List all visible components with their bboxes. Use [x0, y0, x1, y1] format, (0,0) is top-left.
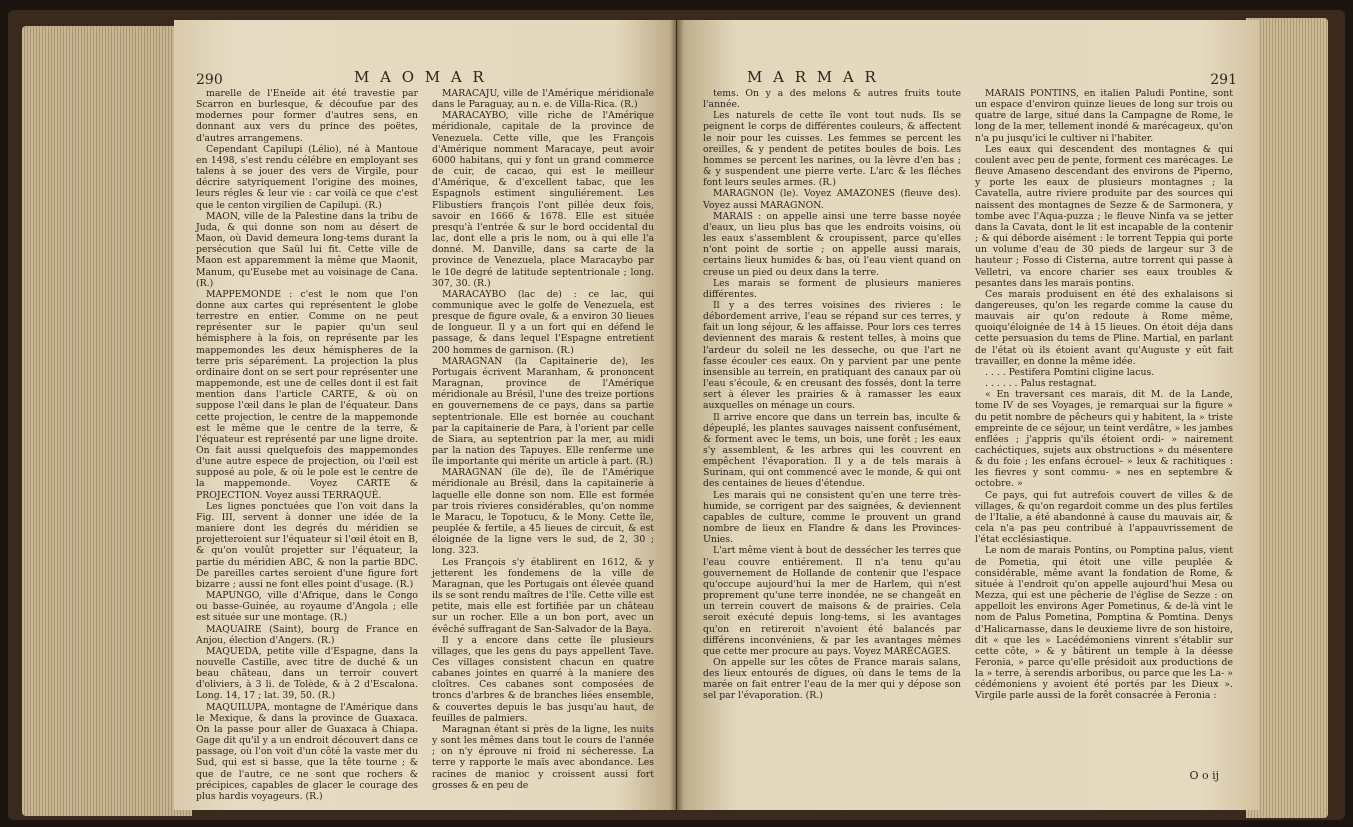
paragraph: MARAGNAN (la Capitainerie de), les Portugais écrivent Maranham, & prononcent Maragnan, province de l'Amérique méridionale au Brésil, l'une des treize portions en gouvernemens de ce pays, dans sa partie septentrionale. Elle est bornée au couchant par la capitainerie de Para, à l'orient par celle de Siara, au septentrion par la mer, au midi par la nation des Tapuyes. Elle renferme une île importante qui mérite un article à part. (R.)	[432, 355, 654, 468]
paragraph: . . . . . . Palus restagnat.	[985, 378, 1097, 390]
column-left	[196, 88, 418, 802]
paragraph: Cependant Capilupi (Lélio), né à Mantoue en 1498, s'est rendu célébre en employant ses talens à se jouer des vers de Virgile, pour décrire satyriquement l'origine des moines, leurs régles & leur vie : car voilà ce que c'est que le centon virgilien de Capilupi. (R.)	[196, 143, 418, 211]
running-head: M A O M A R	[354, 68, 487, 86]
paragraph: . . . . Pestifera Pomtini cligine lacus.	[985, 366, 1155, 378]
running-head: M A R M A R	[747, 68, 879, 86]
paragraph: Les marais qui ne consistent qu'en une terre très-humide, se corrigent par des saignées, & deviennent capables de culture, comme le prouvent un grand nombre de lieux en Flandre & dans les Provinces-Unies.	[703, 489, 961, 546]
paragraph: MARAGNAN (île de), île de l'Amérique méridionale au Brésil, dans la capitainerie à laquelle elle donne son nom. Elle est formée par trois rivieres considérables, qu'on nomme le Maracu, le Topotucu, & le Mony. Cette île, peuplée & fertile, a 45 lieues de circuit, & est éloignée de la ligne vers le sud, de 2, 30 ; long. 323.	[432, 467, 654, 557]
page-number: 290	[196, 72, 223, 88]
paragraph: L'art même vient à bout de dessécher les terres que l'eau couvre entiérement. Il n'a tenu qu'au gouvernement de Hollande de contenir que l'espace qu'occupe aujourd'hui la mer de Harlem, qui n'est proprement qu'une terre inondée, ne se changeât en un terrein couvert de maisons & de prairies. Cela seroit exécuté depuis long-tems, si les avantages qu'on en retireroit n'avoient été balancés par différens inconvéniens, & par les avantages mêmes que cette mer procure au pays. Voyez MARÉCAGES.	[703, 545, 961, 657]
paragraph: MAON, ville de la Palestine dans la tribu de Juda, & qui donne son nom au désert de Maon, où David demeura long-tems durant la persécution que Saül lui fit. Cette ville de Maon est apparemment la même que Maonit, Manum, qu'Eusebe met au voisinage de Cana. (R.)	[196, 210, 418, 289]
paragraph: Ce pays, qui fut autrefois couvert de villes & de villages, & qu'on regardoit comme un des plus fertiles de l'Italie, a été abandonné à cause du mauvais air, & cela n'a pas peu contribué à l'appauvrissement de l'état ecclésiastique.	[975, 489, 1233, 546]
book-gutter	[670, 20, 684, 810]
paragraph: On appelle sur les côtes de France marais salans, des lieux entourés de digues, où dans le tems de la marée on fait entrer l'eau de la mer qui y dépose son sel par l'évaporation. (R.)	[703, 656, 961, 702]
column-right	[975, 88, 1233, 702]
paragraph: MARAIS PONTINS, en italien Paludi Pontine, sont un espace d'environ quinze lieues de long sur trois ou quatre de large, situé dans la Campagne de Rome, le long de la mer, tellement inondé & marécageux, qu'on n'a pu jusqu'ici le cultiver ni l'habiter.	[975, 88, 1233, 144]
paragraph: marelle de l'Eneïde ait été travestie par Scarron en burlesque, & découfue par des modernes pour former d'autres sens, en donnant aux vers du prince des poëtes, d'autres arrangemens.	[196, 88, 418, 144]
page-number: 291	[1210, 72, 1237, 88]
paragraph: Les eaux qui descendent des montagnes & qui coulent avec peu de pente, forment ces marécages. Le fleuve Amaseno descendant des environs de Piperno, y porte les eaux de plusieurs montagnes ; la Cavatella, autre riviere produite par des sources qui naissent des montagnes de Sezze & de Sarmonera, y tombe avec l'Aqua-puzza ; le fleuve Ninfa va se jetter dans la Cavata, dont le lit est incapable de la contenir ; & qui déborde aisément : le torrent Teppia qui porte un volume d'eau de 30 pieds de largeur sur 3 de hauteur ; Fosso di Cisterna, autre torrent qui passe à Velletri, va encore charier ses eaux troubles & pesantes dans les marais pontins.	[975, 143, 1233, 289]
paragraph: Il arrive encore que dans un terrein bas, inculte & dépeuplé, les plantes sauvages naissent confusément, & forment avec le tems, un bois, une forêt ; les eaux s'y assemblent, & les arbres qui les couvrent en empêchent l'évaporation. Il y a de tels marais à Surinam, qui ont commencé avec le monde, & qui ont des centaines de lieues d'étendue.	[703, 411, 961, 490]
paragraph: Il y a des terres voisines des rivieres : le débordement arrive, l'eau se répand sur ces terres, y fait un long séjour, & les affaisse. Pour lors ces terres deviennent des marais & restent telles, à moins que l'ardeur du soleil ne les desseche, ou que l'art ne fasse écouler ces eaux. On y parvient par une pente insensible au terrein, en pratiquant des canaux par où l'eau s'écoule, & en creusant des fossés, dont la terre sert à élever les prairies & à ramasser les eaux auxquelles on ménage un cours.	[703, 299, 961, 412]
paragraph: MAPUNGO, ville d'Afrique, dans le Congo ou basse-Guinée, au royaume d'Angola ; elle est située sur une montage. (R.)	[196, 590, 418, 624]
paragraph: Les lignes ponctuées que l'on voit dans la Fig. III, servent à donner une idée de la maniere dont les degrés du méridien se projetteroient sur l'équateur si l'œil étoit en B, & qu'on voulût projetter sur l'équateur, la partie du méridien ABC, & non la partie BDC. De pareilles cartes seroient d'une figure fort bizarre ; aussi ne font elles point d'usage. (R.)	[196, 500, 418, 590]
column-right	[432, 88, 654, 802]
paragraph: « En traversant ces marais, dit M. de la Lande, tome IV de ses Voyages, je remarquai sur la figure » du petit nombre de pêcheurs qui y habitent, la » triste empreinte de ce séjour, un teint verdâtre, » les jambes enflées ; j'appris qu'ils étoient ordi- » nairement cachéctiques, sujets aux obstructions » du mésentere & du foie ; les enfans écrouel- » leux & rachitiques : les fievres y sont commu- » nes en septembre & octobre. »	[975, 389, 1233, 490]
paragraph: MARACAYBO (lac de) : ce lac, qui communique avec le golfe de Venezuela, est presque de figure ovale, & a environ 30 lieues de longueur. Il y a un fort qui en défend le passage, & dans lequel l'Espagne entretient 200 hommes de garnison. (R.)	[432, 288, 654, 356]
paragraph: Les marais se forment de plusieurs manieres différentes.	[703, 277, 961, 300]
paragraph: MAQUAIRE (Saint), bourg de France en Anjou, élection d'Angers. (R.)	[196, 623, 418, 646]
text-columns	[703, 88, 1233, 702]
left-page-edges	[22, 26, 192, 816]
paragraph: MAQUILUPA, montagne de l'Amérique dans le Mexique, & dans la province de Guaxaca. On la passe pour aller de Guaxaca à Chiapa. Gage dit qu'il y a un endroit découvert dans ce passage, où l'on voit d'un côté la vaste mer du Sud, qui est si basse, que la tête tourne ; & que de l'autre, ce ne sont que rochers & précipices, capables de glacer le courage des plus hardis voyageurs. (R.)	[196, 701, 418, 802]
paragraph: Ces marais produisent en été des exhalaisons si dangereuses, qu'on les regarde comme la cause du mauvais air qu'on redoute à Rome même, quoiqu'éloignée de 14 à 15 lieues. On étoit déja dans cette persuasion du tems de Pline. Martial, en parlant de l'état où ils étoient avant qu'Auguste y eût fait travailler, en donne la même idée.	[975, 288, 1233, 367]
paragraph: Il y a encore dans cette île plusieurs villages, que les gens du pays appellent Tave. Ces villages consistent chacun en quatre cabanes jointes en quarré à la maniere des cloîtres. Ces cabanes sont composées de troncs d'arbres & de branches liées ensemble, & couvertes depuis le bas jusqu'au haut, de feuilles de palmiers.	[432, 634, 654, 724]
paragraph: Les naturels de cette île vont tout nuds. Ils se peignent le corps de différentes couleurs, & affectent le noir pour les cuisses. Les femmes se percent les oreilles, & y pendent de petites boules de bois. Les hommes se percent les narines, ou la lèvre d'en bas ; & y suspendent une pierre verte. L'arc & les fléches font leurs seules armes. (R.)	[703, 110, 961, 189]
text-columns	[196, 88, 654, 802]
paragraph: Maragnan étant si près de la ligne, les nuits y sont les mêmes dans tout le cours de l'année ; on n'y éprouve ni froid ni sécheresse. La terre y rapporte le maïs avec abondance. Les racines de manioc y croissent aussi fort grosses & en peu de	[432, 723, 654, 791]
left-page	[174, 20, 676, 810]
paragraph: MARACAJU, ville de l'Amérique méridionale dans le Paraguay, au n. e. de Villa-Rica. (R.)	[432, 88, 654, 111]
paragraph: Le nom de marais Pontins, ou Pomptina palus, vient de Pometia, qui étoit une ville peuplée & considérable, même avant la fondation de Rome, & située à l'endroit qu'on appelle aujourd'hui Mesa ou Mezza, qui est une pêcherie de l'église de Sezze : on appelloit les environs Ager Pometinus, & de-là vint le nom de Palus Pometina, Pomptina & Pomtina. Denys d'Halicarnasse, dans le deuxieme livre de son histoire, dit « que les » Lacédémoniens vinrent s'établir sur cette côte, » & y bâtirent un temple à la déesse Feronia, » parce qu'elle présidoit aux productions de la » terre, à serendis arboribus, ou parce que les La- » cédémoniens y avoient été portés par les Dieux ». Virgile parle aussi de la forêt consacrée à Feronia :	[975, 545, 1233, 702]
signature-mark: O o ij	[1189, 769, 1219, 782]
paragraph: MARAIS : on appelle ainsi une terre basse noyée d'eaux, un lieu plus bas que les endroits voisins, où les eaux s'assemblent & croupissent, parce qu'elles n'ont point de sortie ; on appelle aussi marais, certains lieux humides & bas, où l'eau vient quand on creuse un pied ou deux dans la terre.	[703, 210, 961, 278]
right-page	[677, 20, 1259, 810]
paragraph: tems. On y a des melons & autres fruits toute l'année.	[703, 88, 961, 111]
paragraph: MARAGNON (le). Voyez AMAZONES (fleuve des). Voyez aussi MARAGNON.	[703, 188, 961, 211]
paragraph: MARACAYBO, ville riche de l'Amérique méridionale, capitale de la province de Venezuela. Cette ville, que les François d'Amérique nomment Maracaye, peut avoir 6000 habitans, qui y font un grand commerce de cuir, de cacao, qui est le meilleur d'Amérique, & d'excellent tabac, que les Espagnols estiment singuliérement. Les Flibustiers françois l'ont pillée deux fois, savoir en 1666 & 1678. Elle est située presqu'à l'entrée & sur le bord occidental du lac, dont elle a pris le nom, ou à qui elle l'a donné. M. Danville, dans sa carte de la province de Venezuela, place Maracaybo par le 10e degré de latitude septentrionale ; long. 307, 30. (R.)	[432, 110, 654, 289]
paragraph: Les François s'y établirent en 1612, & y jetterent les fondemens de la ville de Maragnan, que les Portugais ont élevée quand ils se sont rendu maîtres de l'île. Cette ville est petite, mais elle est fortifiée par un château sur un rocher. Elle a un bon port, avec un évêché suffragant de San-Salvador de la Baya.	[432, 556, 654, 635]
paragraph: MAQUEDA, petite ville d'Espagne, dans la nouvelle Castille, avec titre de duché & un beau château, dans un terroir couvert d'oliviers, à 3 li. de Tolède, & à 2 d'Escalona. Long. 14, 17 ; lat. 39, 50. (R.)	[196, 645, 418, 702]
paragraph: MAPPEMONDE : c'est le nom que l'on donne aux cartes qui représentent le globe terrestre en entier. Comme on ne peut représenter sur le papier qu'un seul hémisphere à la fois, on représente par les mappemondes les deux hémispheres de la terre pris séparément. La projection la plus ordinaire dont on se sert pour représenter une mappemonde, est une de celles dont il est fait mention dans l'article CARTE, & où on suppose l'œil dans le plan de l'équateur. Dans cette projection, le centre de la mappemonde est le même que le centre de la terre, & l'équateur est représenté par une ligne droite. On fait aussi quelquefois des mappemondes d'une autre espece de projection, où l'œil est supposé au pole, & où le pole est le centre de la mappemonde. Voyez CARTE & PROJECTION. Voyez aussi TERRAQUÉ.	[196, 288, 418, 501]
column-left	[703, 88, 961, 702]
